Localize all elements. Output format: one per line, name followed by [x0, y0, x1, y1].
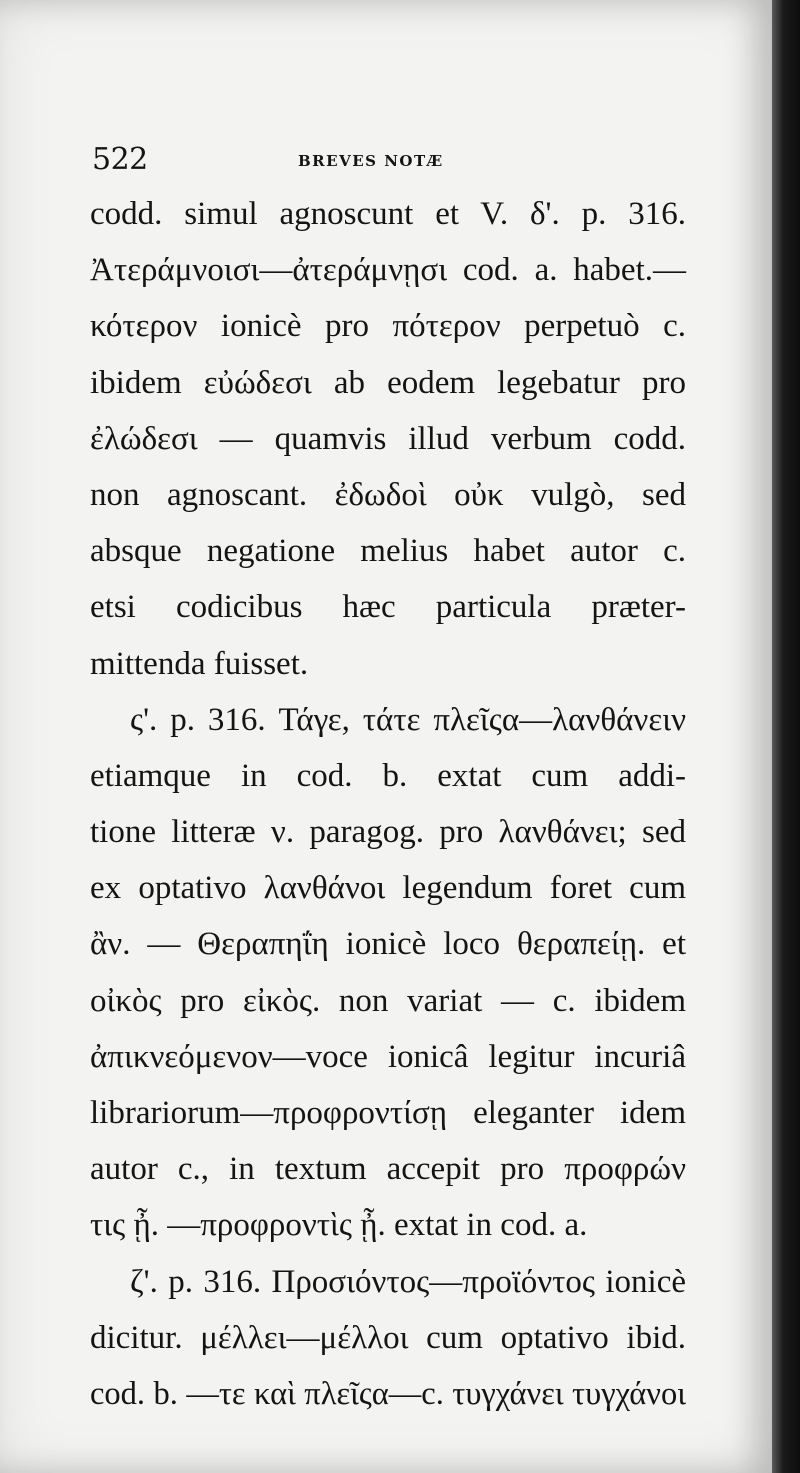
text-line: κότερον ionicè pro πότερον perpetuò c.	[90, 308, 686, 345]
page-number: 522	[92, 142, 148, 177]
text-line: ζ'. p. 316. Προσιόντος—προϊόντος ionicè	[130, 1263, 686, 1300]
text-line: οἰκὸς pro εἰκὸς. non variat — c. ibidem	[90, 982, 686, 1019]
text-line: codd. simul agnoscunt et V. δ'. p. 316.	[90, 196, 686, 232]
text-line: ἂν. — Θεραπηΐη ionicè loco θεραπείῃ. et	[90, 926, 686, 963]
text-line: Ἀτεράμνοισι—ἀτεράμνῃσι cod. a. habet.—	[90, 252, 686, 289]
text-line: ex optativo λανθάνοι legendum foret cum	[90, 870, 686, 907]
text-line: absque negatione melius habet autor c.	[90, 533, 686, 570]
body-text	[90, 186, 686, 1422]
text-line: ἐλώδεσι — quamvis illud verbum codd.	[90, 420, 686, 457]
page-edge-shadow	[772, 0, 800, 1473]
text-line: cod. b. —τε καὶ πλεῖςα—c. τυγχάνει τυγχάνοι	[90, 1375, 686, 1412]
running-head-title: BREVES NOTÆ	[298, 152, 444, 170]
text-line: dicitur. μέλλει—μέλλοι cum optativo ibid.	[90, 1319, 686, 1356]
text-line: autor c., in textum accepit pro προφρών	[90, 1151, 686, 1188]
text-line: etiamque in cod. b. extat cum addi-	[90, 757, 686, 794]
text-line: ibidem εὐώδεσι ab eodem legebatur pro	[90, 364, 686, 401]
text-line: ἀπικνεόμενον—voce ionicâ legitur incuriâ	[90, 1038, 686, 1075]
running-head	[92, 142, 692, 176]
text-line: librariorum—προφροντίσῃ eleganter idem	[90, 1095, 686, 1131]
text-line: ς'. p. 316. Τάγε, τάτε πλεῖςα—λανθάνειν	[130, 701, 686, 738]
text-line: τις ᾖ. —προφροντὶς ᾖ. extat in cod. a.	[90, 1207, 588, 1244]
text-line: etsi codicibus hæc particula præter-	[90, 589, 686, 626]
text-line: mittenda fuisset.	[90, 645, 309, 682]
text-line: non agnoscant. ἐδωδοὶ οὐκ vulgò, sed	[90, 476, 686, 513]
text-line: tione litteræ ν. paragog. pro λανθάνει; sed	[90, 814, 686, 851]
